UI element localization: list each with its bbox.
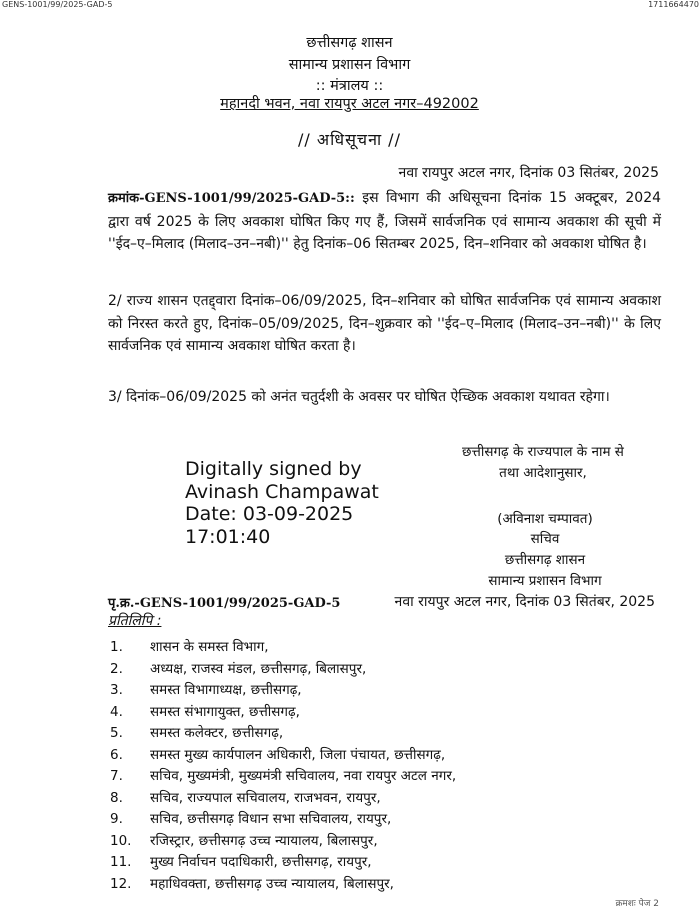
list-item-text: महाधिवक्ता, छत्तीसगढ़ उच्च न्यायालय, बिलासपुर, [150,875,394,892]
place-date: नवा रायपुर अटल नगर, दिनांक 03 सितंबर, 2025 [398,165,659,181]
list-item-text: रजिस्ट्रार, छत्तीसगढ़ उच्च न्यायालय, बिलासपुर, [150,832,378,849]
list-item-text: सचिव, छत्तीसगढ़ विधान सभा सचिवालय, रायपुर, [150,811,392,827]
notification-title: // अधिसूचना // [298,130,401,149]
list-item-text: शासन के समस्त विभाग, [150,639,269,655]
list-item-number: 6. [110,746,123,763]
signature-line-1: Digitally signed by [185,458,362,480]
endorsement-place-date: नवा रायपुर अटल नगर, दिनांक 03 सितंबर, 2025 [394,594,655,610]
list-item-text: समस्त संभागायुक्त, छत्तीसगढ़, [150,703,300,720]
signatory-name: (अविनाश चम्पावत) [497,511,593,527]
paragraph-2: 2/ राज्य शासन एतद्द्वारा दिनांक–06/09/2025, दिन–शनिवार को घोषित सार्वजनिक एवं सामान्य अवकाश को निरस्त करते हुए, दिनांक–05/09/2025, दिन–शुक्रवार को ''ईद–ए–मिलाद (मिलाद–उन–नबी)'' के लिए सार्वजनिक एवं सामान्य अवकाश घोषित करता है। [108,293,661,354]
list-item-number: 12. [110,875,132,892]
list-item-number: 5. [110,725,123,741]
list-item-number: 3. [110,682,123,698]
signature-line-4: 17:01:40 [185,525,271,548]
list-item-number: 7. [110,768,123,784]
list-item [110,723,283,741]
list-item [110,788,381,806]
list-item-number: 8. [110,789,123,806]
signatory-org-1: छत्तीसगढ़ शासन [504,552,586,568]
header-ministry: :: मंत्रालय :: [315,78,384,94]
list-item [110,831,378,849]
list-item [110,680,302,698]
signature-line-2: Avinash Champawat [185,480,379,503]
paragraph-1-text: इस विभाग की अधिसूचना दिनांक 15 अक्टूबर, 2024 द्वारा वर्ष 2025 के लिए अवकाश घोषित किए गए हैं, जिसमें सार्वजनिक एवं सामान्य अवकाश की सूची में ''ईद–ए–मिलाद (मिलाद–उन–नबी)'' हेतु दिनांक–06 सितम्बर 2025, दिन–शनिवार को अवकाश घोषित है। [108,190,662,252]
header-address: महानदी भवन, नवा रायपुर अटल नगर–492002 [220,96,479,112]
signatory-designation: सचिव [530,531,560,547]
list-item-number: 11. [110,854,132,870]
document-id: GENS-1001/99/2025-GAD-5 [2,0,113,9]
list-item-number: 9. [110,811,123,827]
list-item-text: समस्त विभागाध्यक्ष, छत्तीसगढ़, [150,682,302,698]
list-item-number: 1. [110,639,123,655]
list-item-text: समस्त मुख्य कार्यपालन अधिकारी, जिला पंचायत, छत्तीसगढ़, [150,746,446,763]
order-line-2: तथा आदेशानुसार, [499,465,587,481]
list-item [110,809,391,827]
paragraph-3: 3/ दिनांक–06/09/2025 को अनंत चतुर्दशी के अवसर पर घोषित ऐच्छिक अवकाश यथावत रहेगा। [108,389,610,405]
continued-note: क्रमशः पेज 2 [615,899,659,909]
list-item [110,852,372,870]
list-item-text: अध्यक्ष, राजस्व मंडल, छत्तीसगढ़, बिलासपुर, [150,660,367,677]
list-item-number: 10. [110,832,132,849]
signature-line-3: Date: 03-09-2025 [185,503,354,525]
list-item [110,874,394,892]
list-item [110,702,300,720]
list-item [110,766,456,784]
list-item [110,745,445,763]
list-item-text: सचिव, मुख्यमंत्री, मुख्यमंत्री सचिवालय, नवा रायपुर अटल नगर, [150,768,457,784]
signatory-org-2: सामान्य प्रशासन विभाग [488,573,602,589]
header-government: छत्तीसगढ़ शासन [306,35,393,51]
endorsement-number: पृ.क्र.-GENS-1001/99/2025-GAD-5 [108,596,341,611]
list-item-text: समस्त कलेक्टर, छत्तीसगढ़, [150,725,284,741]
order-number: क्रमांक-GENS-1001/99/2025-GAD-5:: [108,191,355,206]
copy-to-label: प्रतिलिपि : [108,613,162,629]
list-item-text: सचिव, राज्यपाल सचिवालय, राजभवन, रायपुर, [150,789,381,806]
order-line-1: छत्तीसगढ़ के राज्यपाल के नाम से [462,444,624,460]
list-item-text: मुख्य निर्वाचन पदाधिकारी, छत्तीसगढ़, रायपुर, [150,854,372,870]
list-item-number: 4. [110,703,123,720]
header-department: सामान्य प्रशासन विभाग [288,57,411,73]
digital-signature-stamp [185,458,379,548]
list-item-number: 2. [110,660,123,677]
paragraph-1 [108,187,661,256]
list-item [110,637,269,655]
document-reference: 1711664470 [648,0,699,9]
list-item [110,659,366,677]
